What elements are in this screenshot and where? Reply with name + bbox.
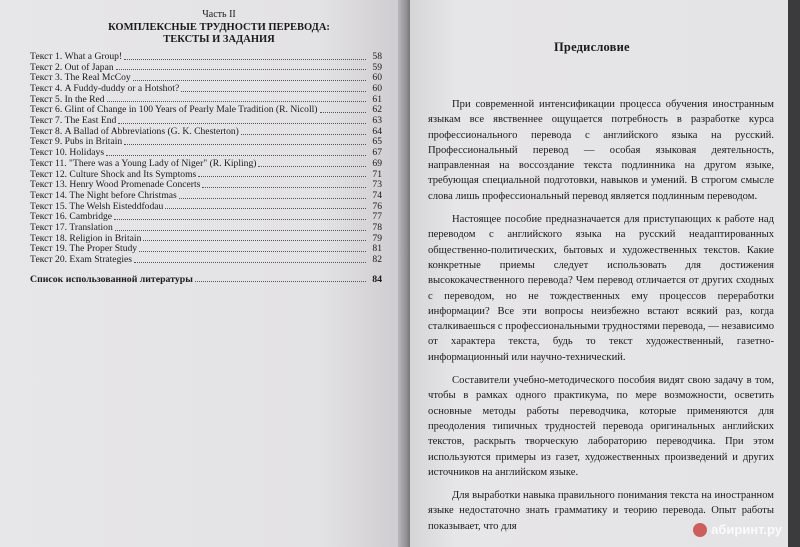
watermark-text: абиринт.ру <box>711 522 782 537</box>
toc-entry <box>30 63 382 74</box>
toc-entry-page: 61 <box>372 93 382 105</box>
toc-entry-title: Текст 7. The East End <box>30 116 117 127</box>
toc-entry-page: 67 <box>372 147 382 159</box>
toc-leader-dots <box>106 155 366 156</box>
toc-entry <box>30 255 382 266</box>
preface-paragraph: При современной интенсификации процесса обучения иностранным языкам все явственнее ощущается потребность в разработке курса профессионального перевода с английского языка на русский. Профессиональный перевод — особая языковая деятельность, направленная на воссоздание текста подлинника на другом языке, требующая специальной подготовки, навыков и умений. В строгом смысле слова лишь профессиональный перевод является подлинным переводом. <box>428 99 774 202</box>
toc-leader-dots <box>179 198 366 199</box>
part-title: КОМПЛЕКСНЫЕ ТРУДНОСТИ ПЕРЕВОДА: <box>108 22 330 33</box>
toc-leader-dots <box>133 80 366 81</box>
toc-entry <box>30 202 382 213</box>
toc-entry <box>30 148 382 159</box>
toc-entry-page: 82 <box>372 254 382 266</box>
toc-entry <box>30 116 382 127</box>
toc-entry-title: Текст 1. What a Group! <box>30 51 123 62</box>
toc-literature-entry <box>30 275 382 286</box>
toc-leader-dots <box>181 91 366 92</box>
toc-entry-page: 65 <box>372 136 382 148</box>
toc-entry-page: 78 <box>372 221 382 233</box>
toc-entry-title: Текст 14. The Night before Christmas <box>30 190 177 201</box>
toc-entry-title: Текст 10. Holidays <box>30 148 105 159</box>
toc-entry-title: Текст 20. Exam Strategies <box>30 255 133 266</box>
toc-entry-title: Текст 2. Out of Japan <box>30 62 114 73</box>
toc-entry-title: Текст 17. Translation <box>30 222 113 233</box>
right-page <box>410 0 788 547</box>
toc-entry-page: 59 <box>372 61 382 73</box>
toc-leader-dots <box>143 240 366 241</box>
toc-leader-dots <box>116 69 366 70</box>
left-page <box>0 0 398 547</box>
toc-leader-dots <box>165 208 366 209</box>
toc-entry-title: Текст 13. Henry Wood Promenade Concerts <box>30 180 201 191</box>
toc-entry <box>30 244 382 255</box>
toc-entry <box>30 127 382 138</box>
toc-leader-dots <box>107 101 366 102</box>
toc-entry-page: 64 <box>372 125 382 137</box>
toc-entry-page: 74 <box>372 189 382 201</box>
toc-leader-dots <box>124 144 366 145</box>
preface-title: Предисловие <box>554 40 630 54</box>
toc-leader-dots <box>198 176 366 177</box>
preface-paragraph: Настоящее пособие предназначается для приступающих к работе над переводом с английского языка на русский неадаптированных общественно-политических, бытовых и художественных текстов. Какие конкретные приемы следует использовать для достижения высококачественного перевода? Чем перевод отличается от других сходных с переводом, но не тождественных ему процессов переработки информации? Все эти вопросы неизбежно встают всякий раз, когда сталкиваешься с профессиональными трудностями перевода, — независимо от характера текста, будь то текст художественный, газетно-информационный или научно-технический. <box>428 214 774 363</box>
part-label: Часть II <box>202 9 236 20</box>
toc-entry <box>30 84 382 95</box>
toc-entry <box>30 95 382 106</box>
preface-paragraph: Составители учебно-методического пособия видят свою задачу в том, чтобы в рамках одного практикума, по мере возможности, осветить основные методы работы переводчика, которые применяются для преодоления типичных трудностей перевода оригинальных английских текстов, раскрыть творческую лабораторию переводчика. При этом используются примеры из газет, художественных произведений и других источников на английском языке. <box>428 375 774 478</box>
toc-entry <box>30 159 382 170</box>
toc-entry <box>30 223 382 234</box>
toc-entry <box>30 170 382 181</box>
toc-entry-title: Текст 16. Cambridge <box>30 212 113 223</box>
toc-entry-page: 60 <box>372 72 382 84</box>
toc-entry-title: Текст 9. Pubs in Britain <box>30 137 123 148</box>
toc-entry-title: Текст 12. Culture Shock and Its Symptoms <box>30 169 197 180</box>
toc-entry-page: 76 <box>372 200 382 212</box>
watermark <box>693 522 782 537</box>
table-of-contents <box>30 52 382 266</box>
toc-entry-title: Текст 5. In the Red <box>30 94 105 105</box>
toc-entry-page: 84 <box>372 273 382 285</box>
toc-leader-dots <box>114 219 366 220</box>
toc-entry <box>30 105 382 116</box>
toc-leader-dots <box>320 112 367 113</box>
toc-entry-page: 77 <box>372 211 382 223</box>
toc-entry-title: Текст 8. A Ballad of Abbreviations (G. K. Chesterton) <box>30 126 239 137</box>
toc-leader-dots <box>195 281 366 282</box>
toc-leader-dots <box>202 187 366 188</box>
toc-leader-dots <box>124 59 366 60</box>
labirint-logo-icon <box>693 523 707 537</box>
toc-entry-page: 81 <box>372 243 382 255</box>
toc-entry-title: Текст 4. A Fuddy-duddy or a Hotshot? <box>30 84 180 95</box>
toc-entry-title: Текст 15. The Welsh Eisteddfodau <box>30 201 164 212</box>
toc-entry-page: 63 <box>372 115 382 127</box>
toc-leader-dots <box>115 230 366 231</box>
toc-entry <box>30 191 382 202</box>
toc-entry-page: 73 <box>372 179 382 191</box>
toc-entry-page: 79 <box>372 232 382 244</box>
toc-entry-title: Список использованной литературы <box>30 274 193 285</box>
toc-entry-page: 58 <box>372 50 382 62</box>
toc-entry-page: 62 <box>372 104 382 116</box>
preface-paragraph: Для выработки навыка правильного понимания текста на иностранном языке недостаточно знать грамматику и теорию перевода. Опыт работы показывает, что для <box>428 490 774 532</box>
toc-entry <box>30 180 382 191</box>
toc-entry-title: Текст 6. Glint of Change in 100 Years of Pearly Male Tradition (R. Nicoll) <box>30 105 318 116</box>
toc-entry-page: 60 <box>372 83 382 95</box>
toc-entry-title: Текст 3. The Real McCoy <box>30 73 131 84</box>
toc-entry <box>30 73 382 84</box>
toc-entry <box>30 212 382 223</box>
toc-entry-title: Текст 11. "There was a Young Lady of Niger" (R. Kipling) <box>30 158 257 169</box>
toc-leader-dots <box>241 134 366 135</box>
toc-entry-title: Текст 19. The Proper Study <box>30 244 138 255</box>
toc-leader-dots <box>134 262 366 263</box>
toc-entry <box>30 52 382 63</box>
toc-entry-page: 71 <box>372 168 382 180</box>
toc-leader-dots <box>118 123 366 124</box>
toc-leader-dots <box>258 166 366 167</box>
toc-entry-title: Текст 18. Religion in Britain <box>30 233 142 244</box>
toc-entry <box>30 138 382 149</box>
toc-entry <box>30 234 382 245</box>
toc-leader-dots <box>139 251 366 252</box>
part-subtitle: ТЕКСТЫ И ЗАДАНИЯ <box>163 34 275 45</box>
toc-entry-page: 69 <box>372 157 382 169</box>
